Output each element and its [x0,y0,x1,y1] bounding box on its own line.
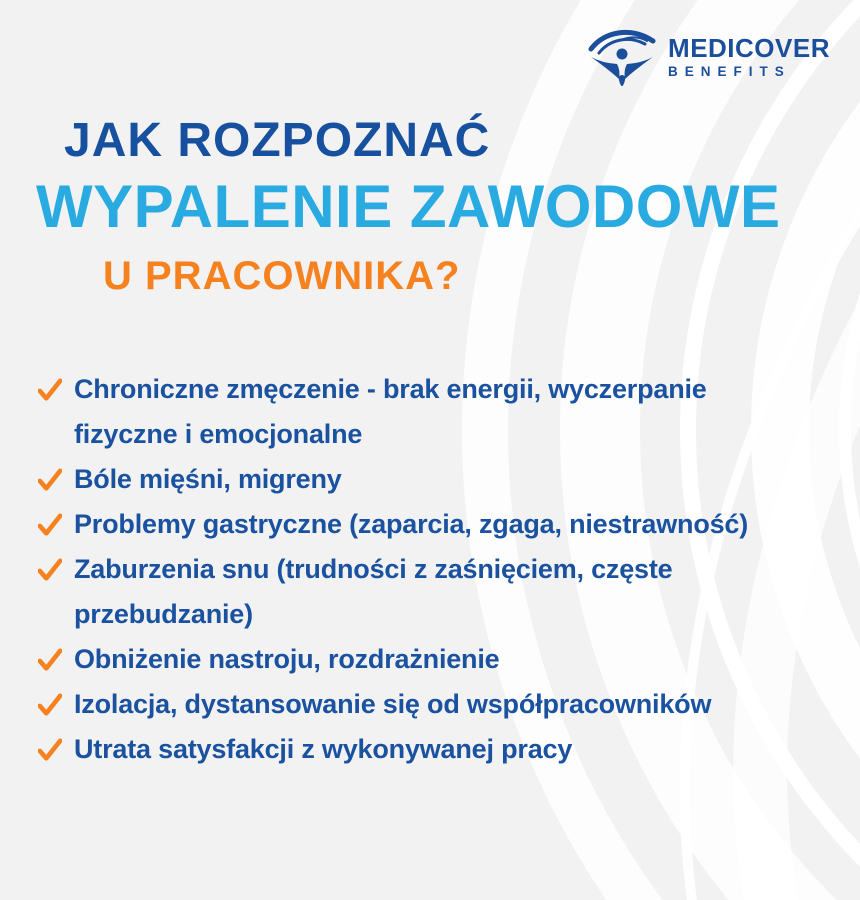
list-item [38,682,828,727]
list-item-text: Bóle mięśni, migreny [74,464,342,494]
list-item-text: Chroniczne zmęczenie - brak energii, wyczerpanie fizyczne i emocjonalne [74,374,707,449]
list-item [38,637,828,682]
page-title [0,116,860,297]
title-line-3: U PRACOWNIKA? [103,254,461,299]
title-line-2: WYPALENIE ZAWODOWE [36,173,781,241]
list-item-text: Izolacja, dystansowanie się od współpracowników [74,689,712,719]
check-icon [38,547,64,592]
logo-text [668,32,830,80]
list-item-text: Utrata satysfakcji z wykonywanej pracy [74,734,573,764]
logo-sub-name: BENEFITS [668,64,791,80]
list-item [38,457,828,502]
check-icon [38,682,64,727]
title-line-1: JAK ROZPOZNAĆ [64,114,491,167]
list-item [38,727,828,772]
medicover-benefits-logo [586,28,830,86]
check-icon [38,502,64,547]
check-icon [38,457,64,502]
list-item-text: Problemy gastryczne (zaparcia, zgaga, niestrawność) [74,509,749,539]
list-item-text: Zaburzenia snu (trudności z zaśnięciem, częste przebudzanie) [74,554,673,629]
list-item-text: Obniżenie nastroju, rozdrażnienie [74,644,500,674]
list-item [38,502,828,547]
check-icon [38,727,64,772]
check-icon [38,367,64,412]
symptom-checklist [38,367,828,772]
list-item [38,367,828,457]
check-icon [38,637,64,682]
logo-brand-name: MEDICOVER [668,32,830,63]
list-item [38,547,828,637]
medicover-logo-icon [586,28,658,86]
